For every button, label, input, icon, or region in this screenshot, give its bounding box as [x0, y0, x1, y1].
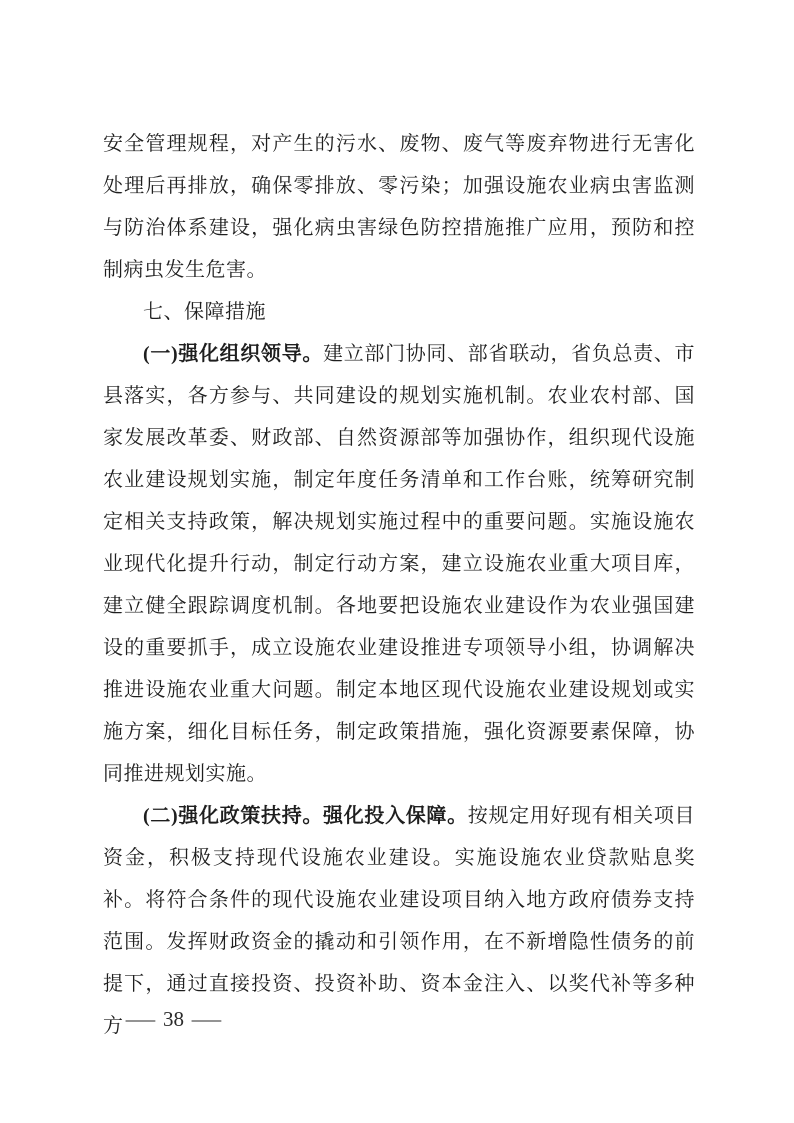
paragraph-continuation: 安全管理规程，对产生的污水、废物、废气等废弃物进行无害化处理后再排放，确保零排放、零污染；加强设施农业病虫害监测与防治体系建设，强化病虫害绿色防控措施推广应用，预防和控制病虫发生危害。 — [103, 133, 695, 281]
paragraph-1-text: 建立部门协同、部省联动，省负总责、市县落实，各方参与、共同建设的规划实施机制。农业农村部、国家发展改革委、财政部、自然资源部等加强协作，组织现代设施农业建设规划实施，制定年度任务清单和工作台账，统筹研究制定相关支持政策，解决规划实施过程中的重要问题。实施设施农业现代化提升行动，制定行动方案，建立设施农业重大项目库，建立健全跟踪调度机制。各地要把设施农业建设作为农业强国建设的重要抓手，成立设施农业建设推进专项领导小组，协调解决推进设施农业重大问题。制定本地区现代设施农业建设规划或实施方案，细化目标任务，制定政策措施，强化资源要素保障，协同推进规划实施。 — [103, 343, 696, 785]
page-number: 38 — [163, 1007, 184, 1031]
paragraph-2-lead: (二)强化政策扶持。强化投入保障。 — [143, 805, 468, 827]
page-footer — [118, 998, 229, 1040]
paragraph-1 — [103, 333, 695, 795]
paragraph-1-lead: (一)强化组织领导。 — [143, 343, 324, 365]
section-heading: 七、保障措施 — [143, 301, 266, 323]
footer-dash-left: — — [125, 1007, 156, 1031]
page-body — [103, 123, 695, 1047]
footer-dash-right: — — [191, 1007, 222, 1031]
paragraph-2-text: 按规定用好现有相关项目资金，积极支持现代设施农业建设。实施设施农业贷款贴息奖补。将符合条件的现代设施农业建设项目纳入地方政府债券支持范围。发挥财政资金的撬动和引领作用，在不新增隐性债务的前提下，通过直接投资、投资补助、资本金注入、以奖代补等多种方 — [103, 805, 695, 1037]
